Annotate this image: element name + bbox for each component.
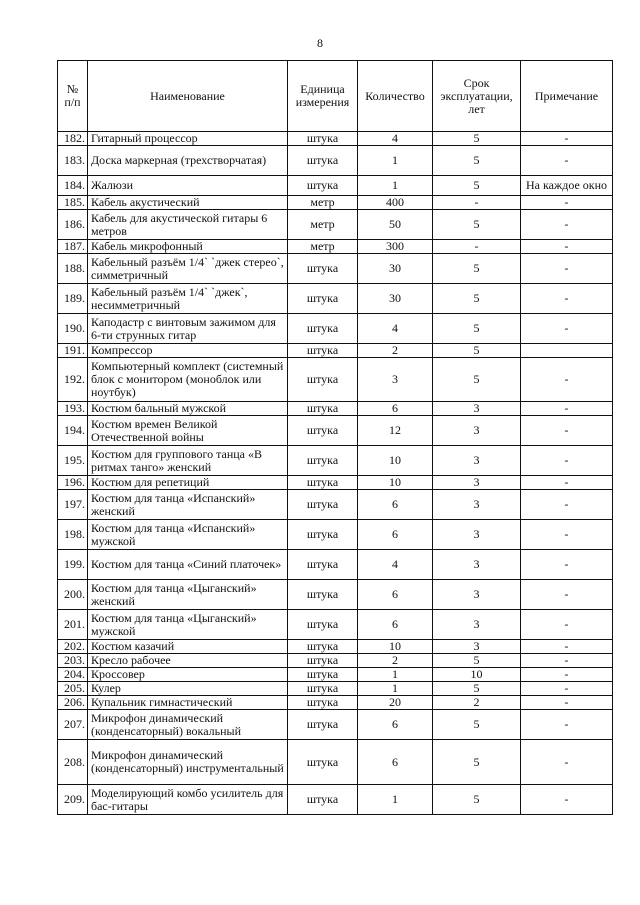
table-row <box>58 344 613 358</box>
item-note: - <box>521 196 613 210</box>
item-unit: штука <box>288 476 358 490</box>
item-unit: штука <box>288 640 358 654</box>
item-note: - <box>521 550 613 580</box>
row-number: 188. <box>58 254 88 284</box>
item-note: - <box>521 740 613 785</box>
item-term: 5 <box>433 210 521 240</box>
item-unit: штука <box>288 284 358 314</box>
item-term: 3 <box>433 446 521 476</box>
item-quantity: 6 <box>358 710 433 740</box>
table-row <box>58 284 613 314</box>
row-number: 189. <box>58 284 88 314</box>
item-name: Кабель микрофонный <box>88 240 288 254</box>
table-body <box>58 132 613 815</box>
item-quantity: 20 <box>358 696 433 710</box>
item-note: - <box>521 446 613 476</box>
row-number: 183. <box>58 146 88 176</box>
item-unit: метр <box>288 210 358 240</box>
table-row <box>58 550 613 580</box>
table-row <box>58 740 613 785</box>
item-quantity: 4 <box>358 132 433 146</box>
row-number: 190. <box>58 314 88 344</box>
item-note: - <box>521 402 613 416</box>
item-unit: штука <box>288 682 358 696</box>
item-name: Костюм времен Великой Отечественной войны <box>88 416 288 446</box>
row-number: 197. <box>58 490 88 520</box>
item-quantity: 12 <box>358 416 433 446</box>
row-number: 193. <box>58 402 88 416</box>
item-note: - <box>521 654 613 668</box>
row-number: 195. <box>58 446 88 476</box>
item-quantity: 6 <box>358 740 433 785</box>
table-row <box>58 176 613 196</box>
item-unit: штука <box>288 550 358 580</box>
table-row <box>58 196 613 210</box>
table-row <box>58 476 613 490</box>
row-number: 187. <box>58 240 88 254</box>
row-number: 199. <box>58 550 88 580</box>
item-term: 5 <box>433 146 521 176</box>
item-unit: штука <box>288 176 358 196</box>
item-note: - <box>521 668 613 682</box>
item-name: Костюм казачий <box>88 640 288 654</box>
item-name: Костюм для танца «Цыганский» мужской <box>88 610 288 640</box>
item-name: Костюм для танца «Цыганский» женский <box>88 580 288 610</box>
item-note: - <box>521 682 613 696</box>
item-term: 5 <box>433 740 521 785</box>
item-name: Кроссовер <box>88 668 288 682</box>
item-name: Кабель для акустической гитары 6 метров <box>88 210 288 240</box>
item-quantity: 1 <box>358 668 433 682</box>
item-term: 3 <box>433 476 521 490</box>
item-name: Моделирующий комбо усилитель для бас-гитары <box>88 785 288 815</box>
header-name: Наименование <box>88 61 288 132</box>
row-number: 208. <box>58 740 88 785</box>
item-unit: штука <box>288 446 358 476</box>
table-row <box>58 785 613 815</box>
item-unit: штука <box>288 344 358 358</box>
item-note: - <box>521 416 613 446</box>
item-note: - <box>521 284 613 314</box>
item-term: 3 <box>433 550 521 580</box>
table-row <box>58 314 613 344</box>
table-row <box>58 146 613 176</box>
item-quantity: 2 <box>358 654 433 668</box>
item-term: 5 <box>433 284 521 314</box>
item-term: 5 <box>433 358 521 402</box>
item-unit: штука <box>288 132 358 146</box>
item-unit: штука <box>288 254 358 284</box>
item-term: 5 <box>433 176 521 196</box>
item-note: - <box>521 476 613 490</box>
item-term: 5 <box>433 344 521 358</box>
item-name: Костюм для танца «Испанский» женский <box>88 490 288 520</box>
header-term: Срок эксплуатации, лет <box>433 61 521 132</box>
item-term: 2 <box>433 696 521 710</box>
row-number: 191. <box>58 344 88 358</box>
item-quantity: 50 <box>358 210 433 240</box>
item-term: 3 <box>433 640 521 654</box>
table-row <box>58 358 613 402</box>
item-term: - <box>433 240 521 254</box>
item-note: - <box>521 710 613 740</box>
item-name: Кресло рабочее <box>88 654 288 668</box>
item-unit: штука <box>288 696 358 710</box>
item-name: Костюм для танца «Испанский» мужской <box>88 520 288 550</box>
row-number: 185. <box>58 196 88 210</box>
item-unit: штука <box>288 710 358 740</box>
row-number: 198. <box>58 520 88 550</box>
item-unit: штука <box>288 490 358 520</box>
table-row <box>58 240 613 254</box>
row-number: 184. <box>58 176 88 196</box>
page-number: 8 <box>317 36 323 50</box>
item-name: Кулер <box>88 682 288 696</box>
table-row <box>58 520 613 550</box>
item-note: - <box>521 146 613 176</box>
item-name: Кабель акустический <box>88 196 288 210</box>
item-quantity: 10 <box>358 640 433 654</box>
item-term: 5 <box>433 314 521 344</box>
row-number: 182. <box>58 132 88 146</box>
item-name: Кабельный разъём 1/4` `джек`, несимметричный <box>88 284 288 314</box>
item-note: - <box>521 314 613 344</box>
table-row <box>58 654 613 668</box>
item-note: - <box>521 520 613 550</box>
item-name: Костюм для группового танца «В ритмах танго» женский <box>88 446 288 476</box>
item-quantity: 6 <box>358 520 433 550</box>
item-note: - <box>521 640 613 654</box>
item-name: Компьютерный комплект (системный блок с монитором (моноблок или ноутбук) <box>88 358 288 402</box>
item-unit: штука <box>288 146 358 176</box>
header-qty: Количество <box>358 61 433 132</box>
header-unit: Единица измерения <box>288 61 358 132</box>
item-name: Кабельный разъём 1/4` `джек стерео`, симметричный <box>88 254 288 284</box>
table-header-row <box>58 61 613 132</box>
item-unit: штука <box>288 314 358 344</box>
item-quantity: 10 <box>358 446 433 476</box>
item-term: 3 <box>433 610 521 640</box>
item-term: 5 <box>433 654 521 668</box>
item-name: Костюм бальный мужской <box>88 402 288 416</box>
table-row <box>58 210 613 240</box>
row-number: 196. <box>58 476 88 490</box>
item-quantity: 6 <box>358 402 433 416</box>
item-quantity: 6 <box>358 580 433 610</box>
row-number: 202. <box>58 640 88 654</box>
table-row <box>58 402 613 416</box>
item-name: Костюм для танца «Синий платочек» <box>88 550 288 580</box>
item-term: 5 <box>433 785 521 815</box>
row-number: 186. <box>58 210 88 240</box>
item-quantity: 400 <box>358 196 433 210</box>
item-term: 3 <box>433 520 521 550</box>
row-number: 203. <box>58 654 88 668</box>
item-unit: штука <box>288 358 358 402</box>
item-quantity: 300 <box>358 240 433 254</box>
item-note: - <box>521 240 613 254</box>
item-quantity: 1 <box>358 682 433 696</box>
item-quantity: 1 <box>358 146 433 176</box>
item-quantity: 10 <box>358 476 433 490</box>
table-row <box>58 446 613 476</box>
item-name: Костюм для репетиций <box>88 476 288 490</box>
item-note: - <box>521 490 613 520</box>
item-note: - <box>521 254 613 284</box>
item-quantity: 3 <box>358 358 433 402</box>
item-unit: штука <box>288 785 358 815</box>
item-unit: штука <box>288 416 358 446</box>
item-name: Купальник гимнастический <box>88 696 288 710</box>
table-row <box>58 696 613 710</box>
table-row <box>58 610 613 640</box>
item-name: Жалюзи <box>88 176 288 196</box>
item-name: Гитарный процессор <box>88 132 288 146</box>
header-note: Примечание <box>521 61 613 132</box>
item-quantity: 1 <box>358 176 433 196</box>
item-quantity: 6 <box>358 610 433 640</box>
table-row <box>58 580 613 610</box>
item-note: - <box>521 696 613 710</box>
item-term: 10 <box>433 668 521 682</box>
item-quantity: 6 <box>358 490 433 520</box>
item-term: 5 <box>433 254 521 284</box>
table-row <box>58 682 613 696</box>
row-number: 204. <box>58 668 88 682</box>
item-term: 3 <box>433 402 521 416</box>
row-number: 200. <box>58 580 88 610</box>
table-row <box>58 668 613 682</box>
equipment-table <box>57 60 613 815</box>
item-quantity: 30 <box>358 254 433 284</box>
item-note: - <box>521 610 613 640</box>
item-name: Доска маркерная (трехстворчатая) <box>88 146 288 176</box>
item-unit: штука <box>288 740 358 785</box>
item-name: Микрофон динамический (конденсаторный) вокальный <box>88 710 288 740</box>
item-term: 5 <box>433 710 521 740</box>
item-name: Компрессор <box>88 344 288 358</box>
table-row <box>58 490 613 520</box>
item-term: 3 <box>433 580 521 610</box>
item-unit: штука <box>288 402 358 416</box>
table-row <box>58 710 613 740</box>
row-number: 205. <box>58 682 88 696</box>
item-unit: штука <box>288 654 358 668</box>
item-unit: штука <box>288 668 358 682</box>
item-note: - <box>521 210 613 240</box>
table-row <box>58 254 613 284</box>
row-number: 192. <box>58 358 88 402</box>
row-number: 209. <box>58 785 88 815</box>
item-name: Микрофон динамический (конденсаторный) инструментальный <box>88 740 288 785</box>
item-note: - <box>521 358 613 402</box>
item-name: Каподастр с винтовым зажимом для 6-ти струнных гитар <box>88 314 288 344</box>
item-note: - <box>521 785 613 815</box>
item-note: - <box>521 132 613 146</box>
row-number: 206. <box>58 696 88 710</box>
item-quantity: 1 <box>358 785 433 815</box>
row-number: 207. <box>58 710 88 740</box>
item-term: - <box>433 196 521 210</box>
item-term: 5 <box>433 682 521 696</box>
item-unit: метр <box>288 196 358 210</box>
row-number: 201. <box>58 610 88 640</box>
item-unit: штука <box>288 520 358 550</box>
item-unit: штука <box>288 610 358 640</box>
item-note: На каждое окно <box>521 176 613 196</box>
item-term: 3 <box>433 490 521 520</box>
item-quantity: 2 <box>358 344 433 358</box>
table-row <box>58 416 613 446</box>
item-unit: метр <box>288 240 358 254</box>
table-row <box>58 640 613 654</box>
row-number: 194. <box>58 416 88 446</box>
item-quantity: 30 <box>358 284 433 314</box>
item-term: 3 <box>433 416 521 446</box>
item-note <box>521 344 613 358</box>
item-term: 5 <box>433 132 521 146</box>
item-quantity: 4 <box>358 550 433 580</box>
item-unit: штука <box>288 580 358 610</box>
table-row <box>58 132 613 146</box>
header-num: № п/п <box>58 61 88 132</box>
item-quantity: 4 <box>358 314 433 344</box>
item-note: - <box>521 580 613 610</box>
